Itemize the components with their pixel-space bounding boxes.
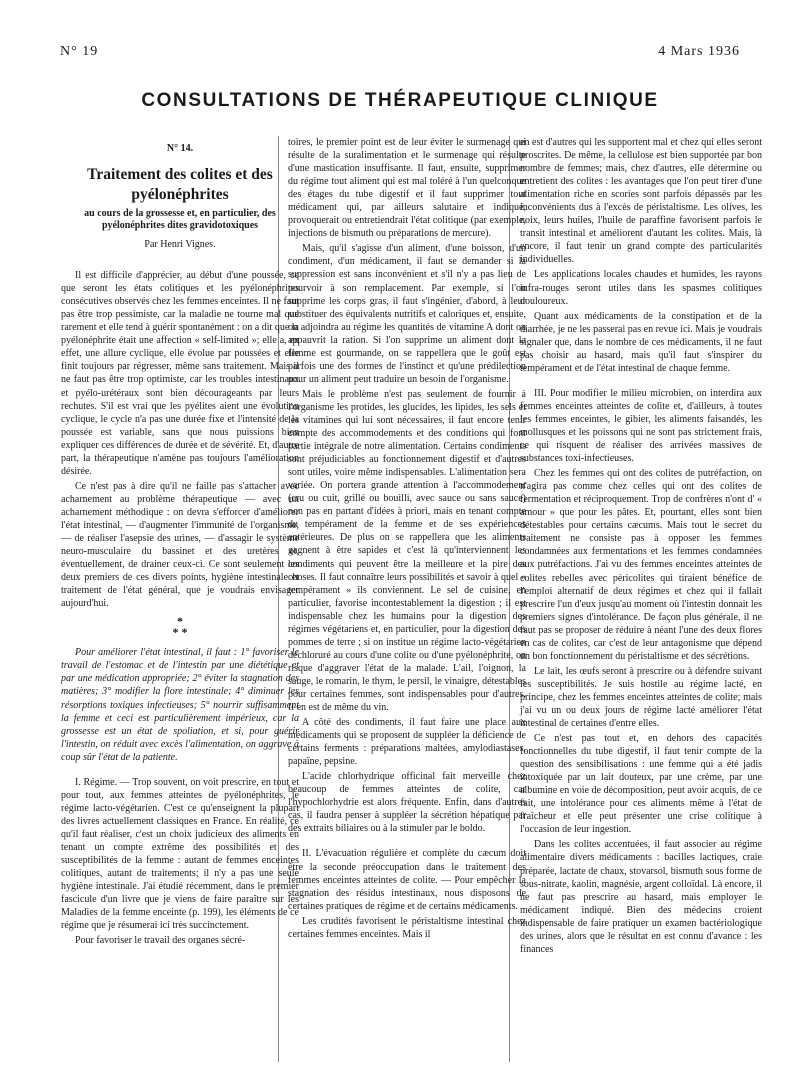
- section-banner: CONSULTATIONS DE THÉRAPEUTIQUE CLINIQUE: [141, 90, 659, 111]
- paragraph: Chez les femmes qui ont des colites de putréfaction, on n'agira pas comme chez celles qui ont des colites de fermentation et réciproquement. Trop de confrères n'ont d' « amour » que pour les pâtes. Et, pourtant, elles sont bien détestables pour certains cæcums. Mais tout le secret du traitement ne consiste pas à opposer les femmes condamnées aux fermentations et les femmes condamnées aux putréfactions. J'ai vu des femmes enceintes atteintes de colites rebelles avec péricolites qui tiraient bénéfice de l'emploi alternatif de deux régimes et chez qui il fallait prescrire l'un d'eux jusqu'au moment où l'intestin donnait les premiers signes d'intolérance. De façon plus générale, il ne faut pas se proposer de réduire à néant l'une des deux flores en cas de colites, car c'est de leur antagonisme que dépend un bon fonctionnement du péristaltisme et des sécrétions.: [520, 468, 762, 662]
- article-title: Traitement des colites et des pyélonéphrites: [87, 166, 273, 204]
- issue-date: 4 Mars 1936: [658, 44, 740, 59]
- paragraph: III. Pour modifier le milieu microbien, on interdira aux femmes enceintes atteintes de colite et, d'ailleurs, à toutes les femmes enceintes, le gibier, les aliments faisandés, les mollusques et les poissons qui ne sont pas strictement frais, ce qui risquent de réaliser des arrivées massives de substances toxi-infectieuses.: [520, 387, 762, 465]
- paragraph: L'acide chlorhydrique officinal fait merveille chez beaucoup de femmes atteintes de colite, car l'hypochlorhydrie est alors fréquente. Enfin, dans d'autres cas, il faudra penser à suppléer la sécrétion hépatique par des extraits biliaires ou à la stimuler par le boldo.: [288, 771, 526, 835]
- paragraph: Ce n'est pas tout et, en dehors des capacités fonctionnelles du tube digestif, il faut tenir compte de la question des sensibilisations : une femme qui a été jadis intoxiquée par un lait douteux, par une crème, par une albumine en voie de décomposition, peut avoir acquis, de ce fait, une intolérance pour ces aliments même à l'état de fraîcheur et elle peut présenter une crise colitique à l'occasion de leur ingestion.: [520, 733, 762, 836]
- paragraph: Pour favoriser le travail des organes sécré-: [75, 935, 246, 947]
- paragraph: Mais, qu'il s'agisse d'un aliment, d'une boisson, d'un condiment, d'un médicament, il faut se demander si la suppression est sans inconvénient et s'il n'y a pas lieu de pourvoir à son remplacement. Par exemple, si l'on supprime les corps gras, il faut s'ingénier, d'abord, à leur substituer des équivalents nutritifs et caloriques et, ensuite, on adjoindra au régime les quantités de vitamine A dont on appauvrit la ration. Si l'on supprime un aliment dont la femme est gourmande, on se rappellera que le goût est parfois une des formes de l'instinct et qu'une prédilection pour un aliment peut traduire un besoin de l'organisme.: [288, 243, 526, 385]
- paragraph: Pour améliorer l'état intestinal, il faut : 1° favoriser le travail de l'estomac et de l'intestin par une diététique et par une médication appropriée; 2° éviter la stagnation des matières; 3° modifier la flore intestinale; 4° diminuer les résorptions toxiques infectieuses; 5° nourrir suffisamment la femme et ceci est particulièrement impérieux, car la grossesse est un état de spoliation, et si, pour guérir l'intestin, on réduit avec excès l'alimentation, on aggrave à coup sûr l'état de la patiente.: [61, 647, 299, 763]
- paragraph: Les applications locales chaudes et humides, les rayons infra-rouges seront utiles dans les spasmes colitiques douloureux.: [520, 269, 762, 307]
- paragraph: Il est difficile d'apprécier, au début d'une poussée, ce que seront les états colitiques et les pyélonéphrites consécutives observés chez les femmes enceintes. Il ne faut pas être trop pessimiste, car la maladie ne tourne mal que rarement et elle tend à guérir spontanément : on a dit que la pyélonéphrite était une affection « self-limited »; elle a, en effet, une allure cyclique, elle évolue par poussées et elle finit toujours par régresser, même sans traitement. Mais il ne faut pas être trop optimiste, car les troubles intestinaux et pyélo-urétéraux sont bien décourageants par leurs rechutes. S'il est vrai que les pyélites aient une évolution cyclique, le cycle n'a pas une durée fixe et l'intensité de la poussée est variable, sans que nous puissions bien expliquer ces différences de durée et de sévérité. Et, d'autre part, la thérapeutique n'amène pas toujours l'amélioration désirée.: [61, 270, 299, 477]
- paragraph: toires, le premier point est de leur éviter le surmenage qui résulte de la suralimentation et le surmenage qui résulte d'une mastication insuffisante. Il faut, ensuite, supprimer du régime tout aliment qui est mal toléré à l'un quelconque des étages du tube digestif et il faut supprimer tout médicament qui, par ailleurs salutaire et indiqué, provoquerait ou entretiendrait l'état colitique (par exemple, injections de bismuth ou préparations de mercure).: [288, 137, 526, 240]
- paragraph: I. Régime. — Trop souvent, on voit prescrire, en tout et pour tout, aux femmes atteintes de pyélonéphrites, le régime lacto-végétarien. C'est ce qu'enseignent la plupart des livres actuellement classiques en France. En réalité, ce qu'il faut réaliser, c'est un choix judicieux des aliments en tenant un compte extrême des possibilités et des susceptibilités de la femme : autant de femmes enceintes colitiques, autant de traitements; il n'y a pas une seule hygiène intestinale. J'ai étudié récemment, dans le premier fascicule d'un livre que je viens de faire paraître sur les Maladies de la femme enceinte (p. 199), les éléments de ce régime que je résumerai ici très succinctement.: [61, 776, 299, 932]
- article-subtitle: au cours de la grossesse et, en particulier, des pyélonéphrites dites gravidotoxiques: [84, 208, 276, 232]
- paragraph: Ce n'est pas à dire qu'il ne faille pas s'attacher avec acharnement au problème thérapeutique — avec un acharnement méthodique : on devra s'efforcer d'améliorer l'état intestinal, — d'augmenter l'immunité de l'organisme, — de réaliser l'asepsie des urines, — d'assagir le système neuro-musculaire du bassinet et des uretères et, éventuellement, de drainer ceux-ci. Ce sont seulement les deux premiers de ces divers points, hygiène intestinale et traitement de l'état général, que je voudrais envisager aujourd'hui.: [61, 480, 299, 610]
- paragraph: Dans les colites accentuées, il faut associer au régime alimentaire divers médicaments : bacilles lactiques, craie préparée, lactate de chaux, stovarsol, bismuth sous forme de sous-nitrate, kaolin, magnésie, argent colloïdal. Là encore, il ne faut pas prescrire au hasard, mais employer le médicament indiqué. Bien des médecins croient indispensable de faire pratiquer un examen bactériologique des urines, alors que le résultat en est connu d'avance : les finances: [520, 839, 762, 955]
- paragraph: Les crudités favorisent le péristaltisme intestinal chez certaines femmes enceintes. Mais il: [288, 915, 526, 940]
- column-1: [61, 136, 299, 949]
- article-number: N° 14.: [166, 143, 194, 154]
- paragraph: II. L'évacuation régulière et complète du cæcum doit être la seconde préoccupation dans le traitement des femmes enceintes atteintes de colite. — Pour empêcher la stagnation des résidus intestinaux, nous disposons de certaines pratiques de régime et de certains médicaments.: [288, 848, 526, 912]
- column-2: [288, 136, 526, 943]
- article-author: Par Henri Vignes.: [144, 239, 216, 251]
- column-3: [520, 136, 762, 958]
- section-separator: * * *: [172, 614, 188, 640]
- issue-number: N° 19: [60, 44, 99, 59]
- paragraph: Mais le problème n'est pas seulement de fournir à l'organisme les protides, les glucides, les lipides, les sels et les vitamines qui lui sont nécessaires, il faut encore tenir compte des accommodements et des conditions qui font partie intégrale de notre alimentation. Certains condiments sont préjudiciables au fonctionnement digestif et d'autres sont utiles, voire même indispensables. L'alimentation sera variée. On portera grande attention à l'accommodement (cru ou cuit, grillé ou bouilli, avec sauce ou sans sauce) non pas en partant d'idées à priori, mais en tenant compte du tempérament de la femme et de ses expériences antérieures. De plus on se rappellera que les aliments gagnent à être sapides et c'est là qu'interviennent les condiments qui peuvent être la meilleure et la pire des choses. Il faut connaître leurs possibilités et savoir à quel « tempérament » ils conviennent. Le sel de cuisine, en particulier, favorise incontestablement la digestion ; il est indispensable chez les humains pour la digestion des régimes végétariens et, en particulier, pour la digestion des pommes de terre ; si on institue un régime lacto-végétarien déchloruré au cours d'une colite ou d'une pyélonéphrite, on risque d'aggraver l'état de la malade. L'ail, l'oignon, la sauge, le romarin, le thym, le persil, le vinaigre, détestables pour certaines femmes, sont indispensables pour d'autres. Il en est de même du vin.: [288, 388, 526, 714]
- paragraph: en est d'autres qui les supportent mal et chez qui elles seront proscrites. De même, la cellulose est bien supportée par bon nombre de femmes; mais, chez d'autres, elle détermine ou entretient des colites : les avantages que l'on peut tirer d'une alimentation riche en scories sont parfois dépassés par les inconvénients dus à l'excès de péristaltisme. Les olives, les noix, leurs huiles, l'huile de paraffine favorisent parfois le transit intestinal et améliorent d'autant les colites. Mais, là encore, il faut tenir un grand compte des particularités individuelles.: [520, 137, 762, 266]
- paragraph: A côté des condiments, il faut faire une place aux médicaments qui se proposent de suppléer la déficience de certains ferments : préparations maltées, amylodiastases, papaïne, pepsine.: [288, 717, 526, 768]
- paragraph: Le lait, les œufs seront à prescrire ou à défendre suivant les susceptibilités. Je suis hostile au régime lacté, en principe, chez les femmes enceintes atteintes de colite; mais j'ai vu un ou deux jours de régime lacté améliorer l'état intestinal de certaines d'entre elles.: [520, 665, 762, 730]
- paragraph: Quant aux médicaments de la constipation et de la diarrhée, je ne les passerai pas en revue ici. Mais je voudrais signaler que, dans le nombre de ces médicaments, il ne faut pas choisir au hasard, mais qu'il faut s'inspirer du tempérament et de l'état intestinal de chaque femme.: [520, 310, 762, 374]
